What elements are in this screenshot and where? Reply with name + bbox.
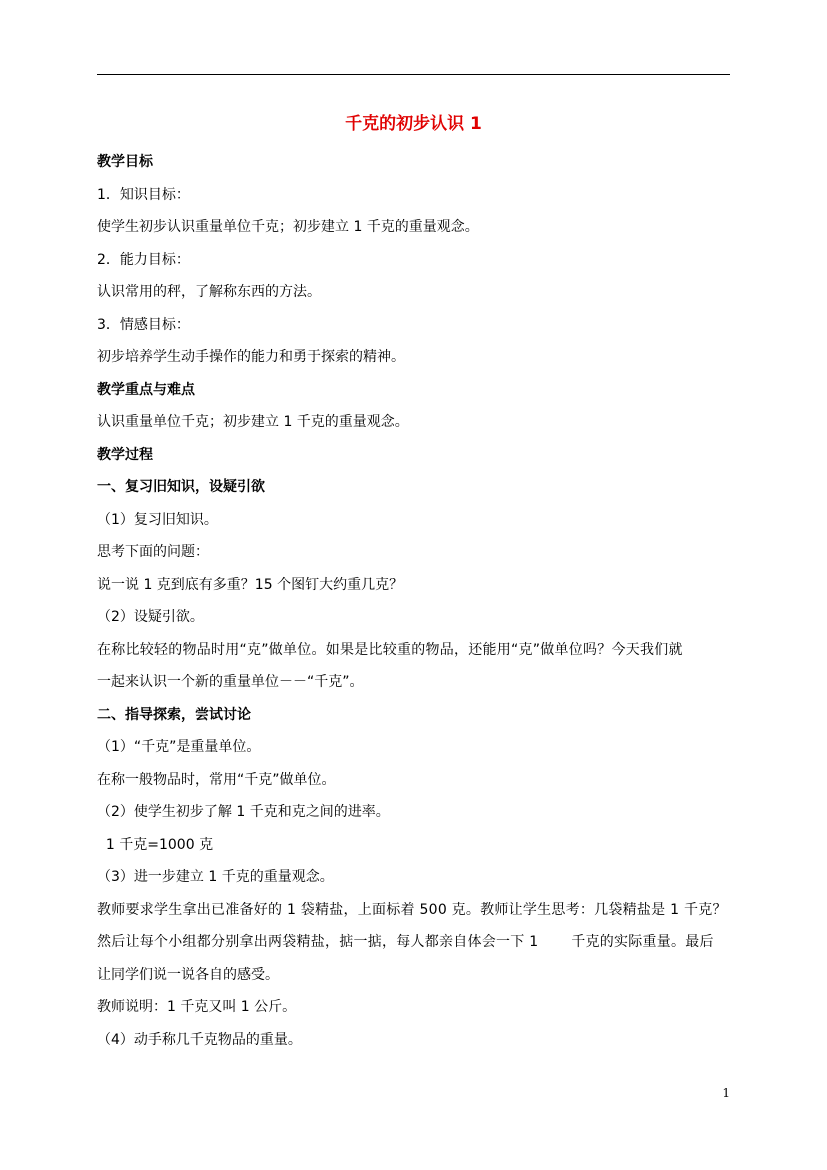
- paragraph: 2．能力目标：: [97, 251, 190, 268]
- heading-teaching-process: 教学过程: [97, 446, 153, 463]
- paragraph: （1）“千克”是重量单位。: [97, 739, 261, 755]
- section-heading-review: 一、复习旧知识，设疑引欲: [97, 479, 265, 495]
- paragraph: 1 千克=1000 克: [97, 836, 214, 853]
- paragraph: 一起来认识一个新的重量单位－－“千克”。: [97, 674, 364, 690]
- paragraph: 思考下面的问题：: [97, 544, 209, 560]
- paragraph: （4）动手称几千克物品的重量。: [97, 1031, 302, 1048]
- paragraph: 在称一般物品时，常用“千克”做单位。: [97, 771, 336, 788]
- heading-key-points: 教学重点与难点: [97, 381, 195, 398]
- paragraph: （1）复习旧知识。: [97, 511, 218, 528]
- paragraph: 说一说 1 克到底有多重？15 个图钉大约重几克？: [97, 576, 404, 593]
- paragraph: 使学生初步认识重量单位千克；初步建立 1 千克的重量观念。: [97, 219, 479, 235]
- paragraph: 初步培养学生动手操作的能力和勇于探索的精神。: [97, 349, 405, 365]
- paragraph: （3）进一步建立 1 千克的重量观念。: [97, 869, 334, 885]
- paragraph: （2）设疑引欲。: [97, 609, 204, 625]
- paragraph: 认识常用的秤，了解称东西的方法。: [97, 284, 321, 300]
- paragraph: 然后让每个小组都分别拿出两袋精盐，掂一掂，每人都亲自体会一下 1 千克的实际重量。最后: [97, 934, 714, 950]
- paragraph: 3．情感目标：: [97, 316, 190, 333]
- paragraph: 在称比较轻的物品时用“克”做单位。如果是比较重的物品，还能用“克”做单位吗？今天我们就: [97, 641, 683, 658]
- paragraph: 认识重量单位千克；初步建立 1 千克的重量观念。: [97, 414, 409, 430]
- heading-teaching-goals: 教学目标: [97, 154, 153, 170]
- document-body: [97, 146, 730, 1056]
- paragraph: 1．知识目标：: [97, 186, 190, 203]
- paragraph: 让同学们说一说各自的感受。: [97, 966, 279, 983]
- page-number: 1: [722, 1086, 730, 1100]
- paragraph: （2）使学生初步了解 1 千克和克之间的进率。: [97, 804, 390, 820]
- paragraph: 教师要求学生拿出已准备好的 1 袋精盐，上面标着 500 克。教师让学生思考：几袋精盐是 1 千克？: [97, 901, 727, 918]
- page-title: 千克的初步认识 1: [345, 114, 482, 134]
- paragraph: 教师说明：1 千克又叫 1 公斤。: [97, 999, 297, 1015]
- header-rule: [97, 74, 730, 75]
- section-heading-explore: 二、指导探索，尝试讨论: [97, 706, 251, 723]
